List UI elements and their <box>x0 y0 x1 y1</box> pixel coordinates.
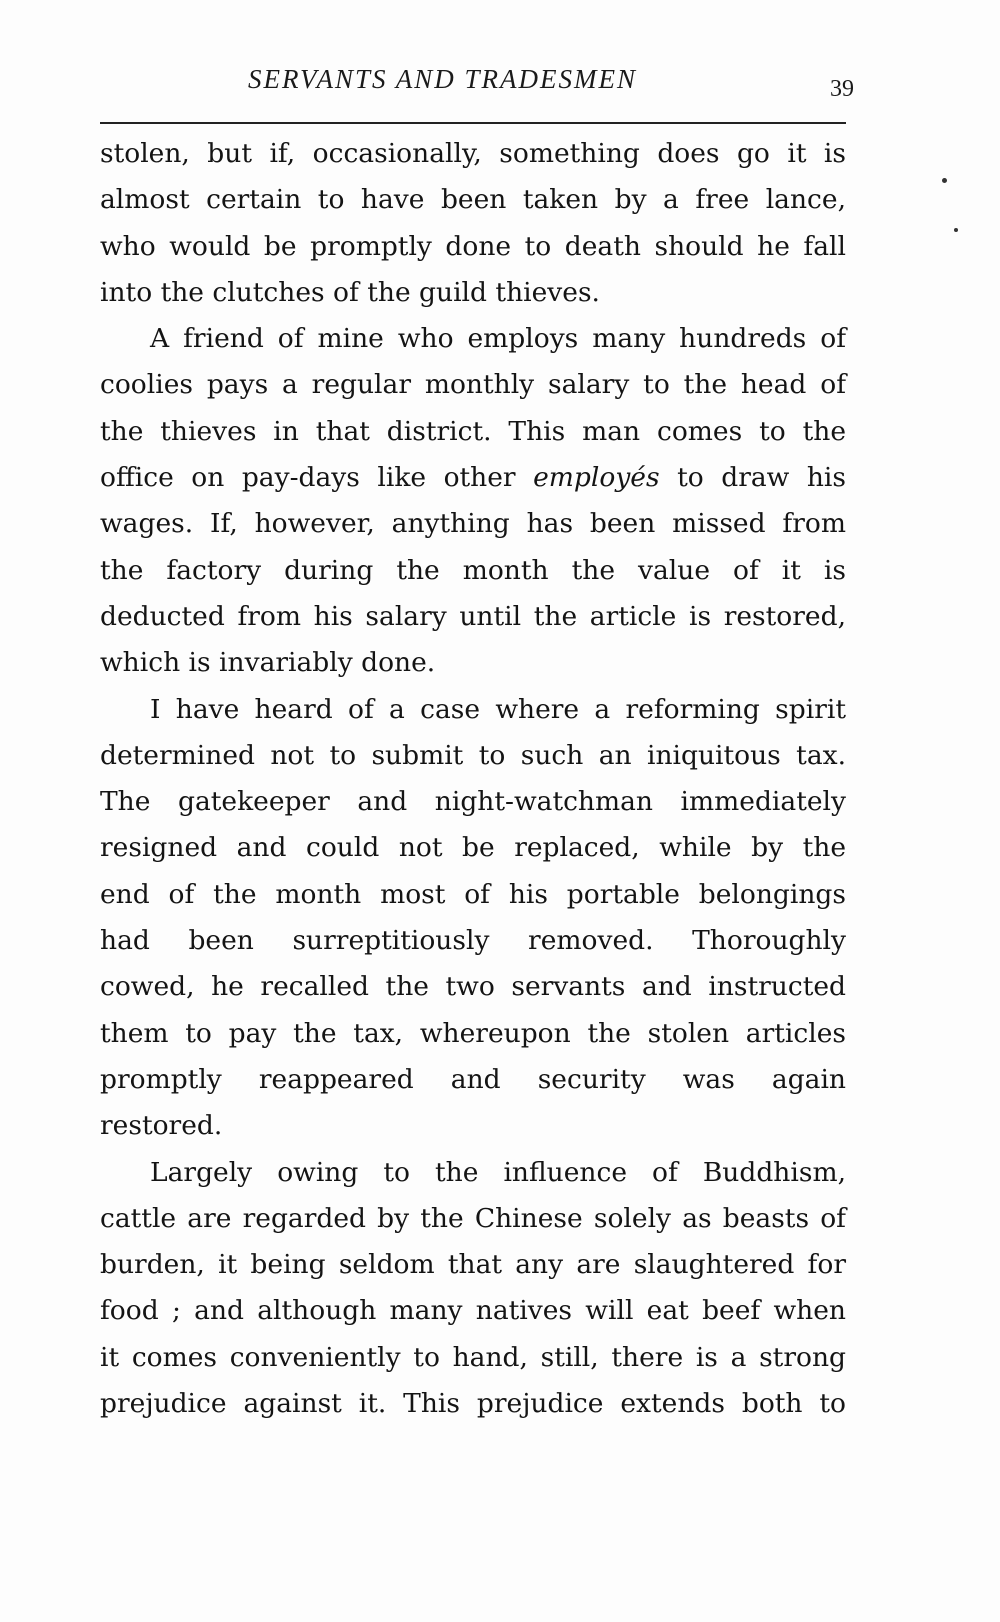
text-line: Largely owing to the influence of Buddhism, <box>150 1156 846 1188</box>
text-line: prejudice against it. This prejudice extends both to <box>100 1388 846 1420</box>
text-line: into the clutches of the guild thieves. <box>100 276 600 308</box>
text-line: resigned and could not be replaced, while by the <box>100 832 846 864</box>
text-line <box>100 455 846 501</box>
text-line: almost certain to have been taken by a free lance, <box>100 184 846 216</box>
paragraph <box>100 131 846 316</box>
text-run: to draw his <box>659 462 846 494</box>
italic-word: employés <box>533 462 660 494</box>
text-line: I have heard of a case where a reforming spirit <box>150 693 846 725</box>
text-line: it comes conveniently to hand, still, there is a strong <box>100 1341 846 1373</box>
paragraph <box>100 316 846 686</box>
text-line: who would be promptly done to death should he fall <box>100 230 846 262</box>
text-line: cattle are regarded by the Chinese solely as beasts of <box>100 1202 846 1234</box>
header-rule <box>100 122 846 124</box>
text-line: A friend of mine who employs many hundreds of <box>150 323 846 355</box>
text-line: wages. If, however, anything has been missed from <box>100 508 846 540</box>
page-number: 39 <box>830 76 854 102</box>
text-line: coolies pays a regular monthly salary to the head of <box>100 369 846 401</box>
text-run: office on pay-days like other <box>100 462 534 494</box>
text-line: food ; and although many natives will eat beef when <box>100 1295 846 1327</box>
paragraph <box>100 1150 846 1428</box>
text-line: determined not to submit to such an iniquitous tax. <box>100 739 846 771</box>
text-line: burden, it being seldom that any are slaughtered for <box>100 1249 846 1281</box>
ink-speck <box>954 228 958 232</box>
ink-speck <box>942 178 947 183</box>
text-line: had been surreptitiously removed. Thoroughly <box>100 925 846 957</box>
text-line: cowed, he recalled the two servants and instructed <box>100 971 846 1003</box>
text-line: the factory during the month the value of it is <box>100 554 846 586</box>
text-line: promptly reappeared and security was again <box>100 1063 846 1095</box>
text-line: which is invariably done. <box>100 647 436 679</box>
page-header <box>100 64 854 104</box>
text-line: them to pay the tax, whereupon the stolen articles <box>100 1017 846 1049</box>
text-line: the thieves in that district. This man comes to the <box>100 415 846 447</box>
text-line: end of the month most of his portable belongings <box>100 878 846 910</box>
text-line: deducted from his salary until the article is restored, <box>100 600 846 632</box>
paragraph <box>100 687 846 1150</box>
body-text <box>100 131 846 1427</box>
text-line: stolen, but if, occasionally, something does go it is <box>100 138 846 169</box>
text-line: restored. <box>100 1110 223 1142</box>
running-title: SERVANTS AND TRADESMEN <box>248 64 638 94</box>
text-line: The gatekeeper and night-watchman immediately <box>100 786 846 818</box>
